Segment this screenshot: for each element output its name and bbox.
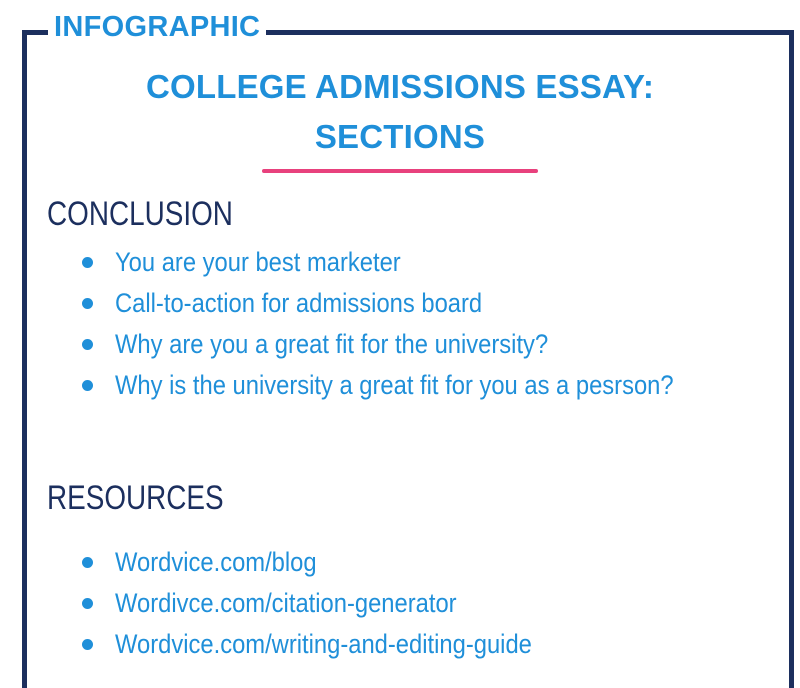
list-item-text: You are your best marketer bbox=[115, 247, 401, 277]
resource-link[interactable]: Wordvice.com/writing-and-editing-guide bbox=[115, 629, 532, 659]
title-line-2: SECTIONS bbox=[314, 118, 486, 155]
list-item bbox=[82, 624, 589, 665]
section-heading-conclusion: CONCLUSION bbox=[47, 195, 233, 233]
resource-link[interactable]: Wordvice.com/blog bbox=[115, 547, 317, 577]
list-item bbox=[82, 283, 750, 324]
bullet-icon bbox=[82, 298, 93, 309]
resource-link[interactable]: Wordivce.com/citation-generator bbox=[115, 588, 457, 618]
list-item bbox=[82, 324, 750, 365]
list-item bbox=[82, 583, 589, 624]
list-item-text: Why are you a great fit for the university? bbox=[115, 329, 549, 359]
list-item-text: Why is the university a great fit for you as a pesrson? bbox=[115, 370, 674, 400]
bullet-icon bbox=[82, 639, 93, 650]
title-underline bbox=[262, 169, 538, 173]
list-item bbox=[82, 542, 589, 583]
page-title bbox=[0, 62, 800, 162]
title-line-1: COLLEGE ADMISSIONS ESSAY: bbox=[145, 68, 655, 105]
bullet-icon bbox=[82, 380, 93, 391]
resources-list bbox=[82, 542, 589, 665]
list-item-text: Call-to-action for admissions board bbox=[115, 288, 483, 318]
section-heading-resources: RESOURCES bbox=[47, 479, 224, 517]
conclusion-list bbox=[82, 242, 750, 406]
infographic-tag: INFOGRAPHIC bbox=[48, 10, 266, 44]
list-item bbox=[82, 365, 750, 406]
bullet-icon bbox=[82, 598, 93, 609]
list-item bbox=[82, 242, 750, 283]
bullet-icon bbox=[82, 257, 93, 268]
bullet-icon bbox=[82, 339, 93, 350]
bullet-icon bbox=[82, 557, 93, 568]
